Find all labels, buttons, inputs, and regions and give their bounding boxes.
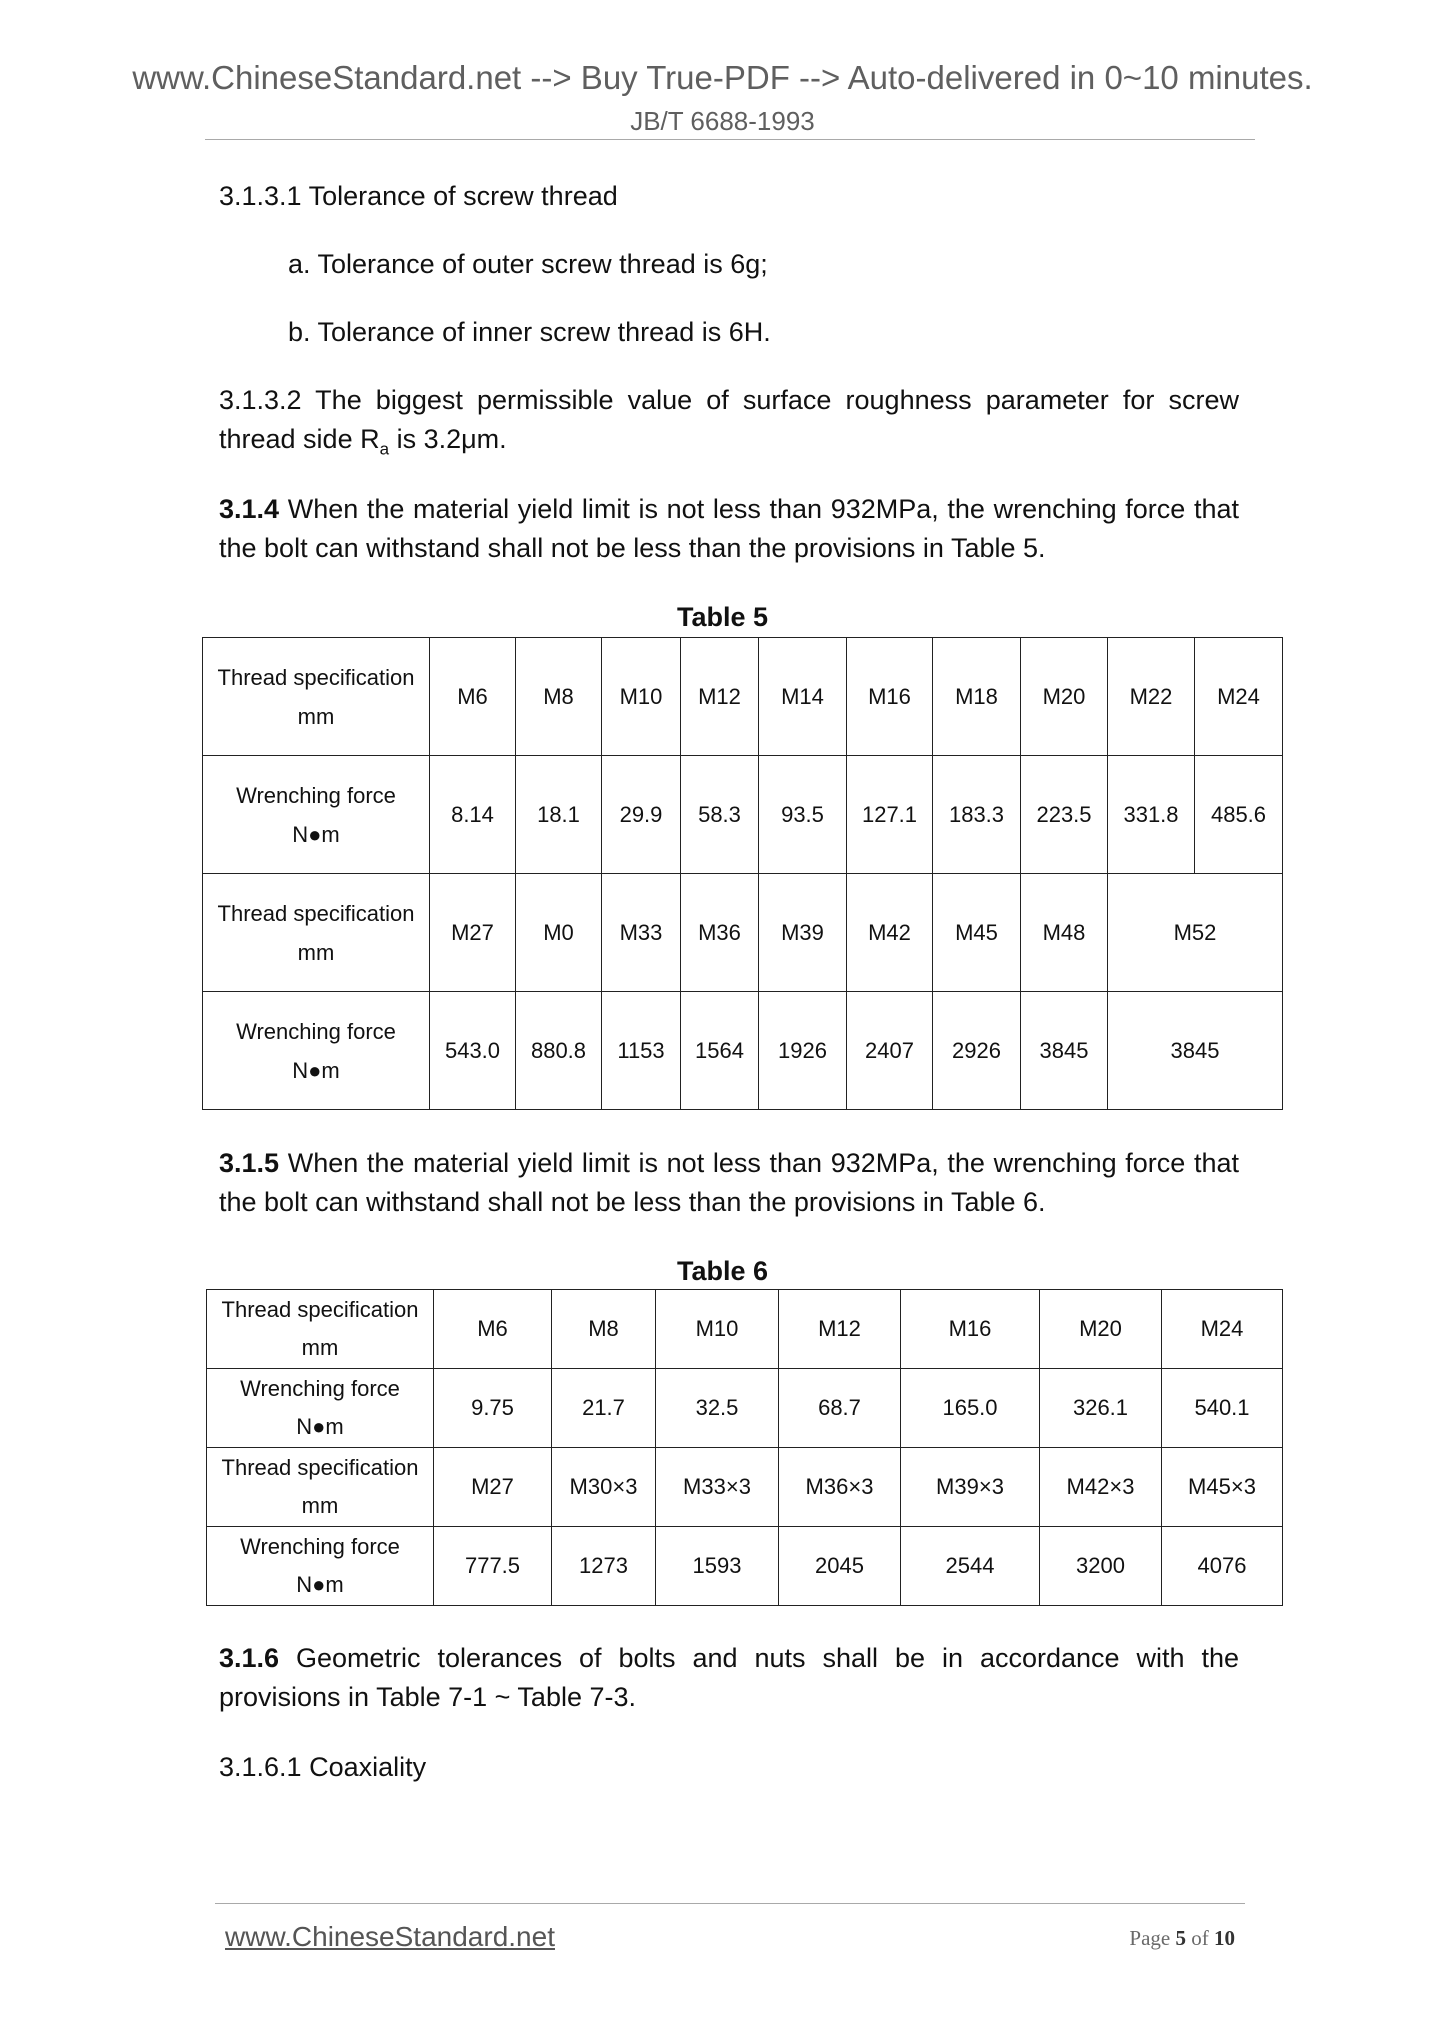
cell: 2544: [901, 1527, 1040, 1606]
page-total: 10: [1214, 1926, 1235, 1950]
header-banner: www.ChineseStandard.net --> Buy True-PDF --> Auto-delivered in 0~10 minutes.: [132, 59, 1313, 96]
cell: M20: [1040, 1290, 1162, 1369]
cell: M6: [430, 638, 516, 756]
row-label: [207, 1527, 434, 1606]
label-unit: mm: [297, 939, 335, 965]
cell: 326.1: [1040, 1369, 1162, 1448]
cell: 540.1: [1162, 1369, 1283, 1448]
cell: 1564: [681, 992, 759, 1110]
cell: M39×3: [901, 1448, 1040, 1527]
cell: M36×3: [779, 1448, 901, 1527]
table6-row-force-2: [207, 1527, 1283, 1606]
section-3-1-3-2: [219, 381, 1239, 468]
section-3-1-4: [219, 490, 1239, 568]
cell: M33: [602, 874, 681, 992]
cell: 543.0: [430, 992, 516, 1110]
row-label: [203, 992, 430, 1110]
section-3-1-4-number: 3.1.4: [219, 494, 280, 524]
page-word: Page: [1129, 1926, 1171, 1950]
section-3-1-4-text: When the material yield limit is not less than 932MPa, the wrenching force that the bolt can withstand shall not be less than the provisions in Table 5.: [219, 494, 1239, 563]
cell: 18.1: [516, 756, 602, 874]
label-unit: N●m: [292, 821, 340, 847]
table5-caption: Table 5: [676, 602, 769, 632]
footer-site-link[interactable]: www.ChineseStandard.net: [225, 1921, 555, 1952]
label-unit: N●m: [292, 1057, 340, 1083]
cell: 9.75: [434, 1369, 552, 1448]
table6-row-force-1: [207, 1369, 1283, 1448]
cell: M12: [681, 638, 759, 756]
cell: M12: [779, 1290, 901, 1369]
cell: 58.3: [681, 756, 759, 874]
section-3-1-5: [219, 1144, 1239, 1222]
label-text: Wrenching force: [236, 782, 396, 808]
cell: 880.8: [516, 992, 602, 1110]
page-indicator: [1000, 1924, 1235, 1952]
cell: 3845: [1021, 992, 1108, 1110]
cell: 68.7: [779, 1369, 901, 1448]
label-unit: mm: [301, 1335, 339, 1360]
section-3-1-5-number: 3.1.5: [219, 1148, 280, 1178]
label-text: Thread specification: [221, 1297, 419, 1322]
cell: 2407: [847, 992, 933, 1110]
cell: M8: [552, 1290, 656, 1369]
cell: 165.0: [901, 1369, 1040, 1448]
cell: M24: [1195, 638, 1283, 756]
cell: 3200: [1040, 1527, 1162, 1606]
row-label: [203, 638, 430, 756]
table5-row-force-2: [203, 992, 1283, 1110]
cell: 32.5: [656, 1369, 779, 1448]
cell: 1273: [552, 1527, 656, 1606]
label-text: Wrenching force: [240, 1376, 400, 1401]
row-label: [203, 756, 430, 874]
cell: M14: [759, 638, 847, 756]
label-text: Thread specification: [221, 1455, 419, 1480]
cell: M42×3: [1040, 1448, 1162, 1527]
label-text: Thread specification: [217, 900, 415, 926]
row-label: [203, 874, 430, 992]
cell: 8.14: [430, 756, 516, 874]
section-3-1-6-number: 3.1.6: [219, 1643, 280, 1673]
cell: 21.7: [552, 1369, 656, 1448]
cell: M20: [1021, 638, 1108, 756]
cell: M45: [933, 874, 1021, 992]
standard-id: JB/T 6688-1993: [630, 106, 815, 136]
label-text: Thread specification: [217, 664, 415, 690]
cell: M22: [1108, 638, 1195, 756]
cell: 1153: [602, 992, 681, 1110]
section-3-1-6-1: 3.1.6.1 Coaxiality: [219, 1752, 427, 1782]
cell: M18: [933, 638, 1021, 756]
cell: 2045: [779, 1527, 901, 1606]
cell: 1926: [759, 992, 847, 1110]
subscript-a: a: [379, 439, 390, 459]
cell: 4076: [1162, 1527, 1283, 1606]
cell: M42: [847, 874, 933, 992]
cell: 29.9: [602, 756, 681, 874]
cell: M52: [1108, 874, 1283, 992]
cell: M16: [901, 1290, 1040, 1369]
cell: 3845: [1108, 992, 1283, 1110]
section-3-1-5-text: When the material yield limit is not less than 932MPa, the wrenching force that the bolt can withstand shall not be less than the provisions in Table 6.: [219, 1148, 1239, 1217]
table5: [202, 637, 1283, 1110]
cell: 1593: [656, 1527, 779, 1606]
row-label: [207, 1369, 434, 1448]
label-unit: mm: [301, 1493, 339, 1518]
cell: M24: [1162, 1290, 1283, 1369]
cell: M36: [681, 874, 759, 992]
cell: M27: [430, 874, 516, 992]
row-label: [207, 1448, 434, 1527]
cell: 183.3: [933, 756, 1021, 874]
cell: M27: [434, 1448, 552, 1527]
section-3-1-3-2-text: 3.1.3.2 The biggest permissible value of surface roughness parameter for screw thread side R: [219, 385, 1239, 454]
table6-row-spec-1: [207, 1290, 1283, 1369]
section-3-1-3-2-tail: is 3.2μm.: [389, 424, 507, 454]
section-3-1-3-1: 3.1.3.1 Tolerance of screw thread: [219, 181, 618, 211]
table6-row-spec-2: [207, 1448, 1283, 1527]
page-of: of: [1191, 1926, 1209, 1950]
table5-row-spec-2: [203, 874, 1283, 992]
table5-row-force-1: [203, 756, 1283, 874]
cell: 2926: [933, 992, 1021, 1110]
page-current: 5: [1175, 1926, 1186, 1950]
label-unit: mm: [297, 703, 335, 729]
cell: M8: [516, 638, 602, 756]
cell: M39: [759, 874, 847, 992]
cell: M10: [656, 1290, 779, 1369]
cell: M10: [602, 638, 681, 756]
label-unit: N●m: [296, 1572, 344, 1597]
cell: 93.5: [759, 756, 847, 874]
cell: 331.8: [1108, 756, 1195, 874]
label-text: Wrenching force: [240, 1534, 400, 1559]
cell: 223.5: [1021, 756, 1108, 874]
cell: M30×3: [552, 1448, 656, 1527]
table6: [206, 1289, 1283, 1606]
item-b: b. Tolerance of inner screw thread is 6H.: [288, 317, 771, 347]
label-unit: N●m: [296, 1414, 344, 1439]
section-3-1-6: [219, 1639, 1239, 1717]
label-text: Wrenching force: [236, 1018, 396, 1044]
item-a: a. Tolerance of outer screw thread is 6g;: [288, 249, 768, 279]
table6-caption: Table 6: [676, 1256, 769, 1286]
cell: M48: [1021, 874, 1108, 992]
cell: M0: [516, 874, 602, 992]
header-divider: [205, 139, 1255, 140]
cell: M16: [847, 638, 933, 756]
cell: M6: [434, 1290, 552, 1369]
row-label: [207, 1290, 434, 1369]
cell: M45×3: [1162, 1448, 1283, 1527]
section-3-1-6-text: Geometric tolerances of bolts and nuts shall be in accordance with the provisions in Table 7-1 ~ Table 7-3.: [219, 1643, 1239, 1712]
cell: M33×3: [656, 1448, 779, 1527]
footer-divider: [215, 1903, 1245, 1904]
cell: 777.5: [434, 1527, 552, 1606]
cell: 485.6: [1195, 756, 1283, 874]
table5-row-spec-1: [203, 638, 1283, 756]
cell: 127.1: [847, 756, 933, 874]
